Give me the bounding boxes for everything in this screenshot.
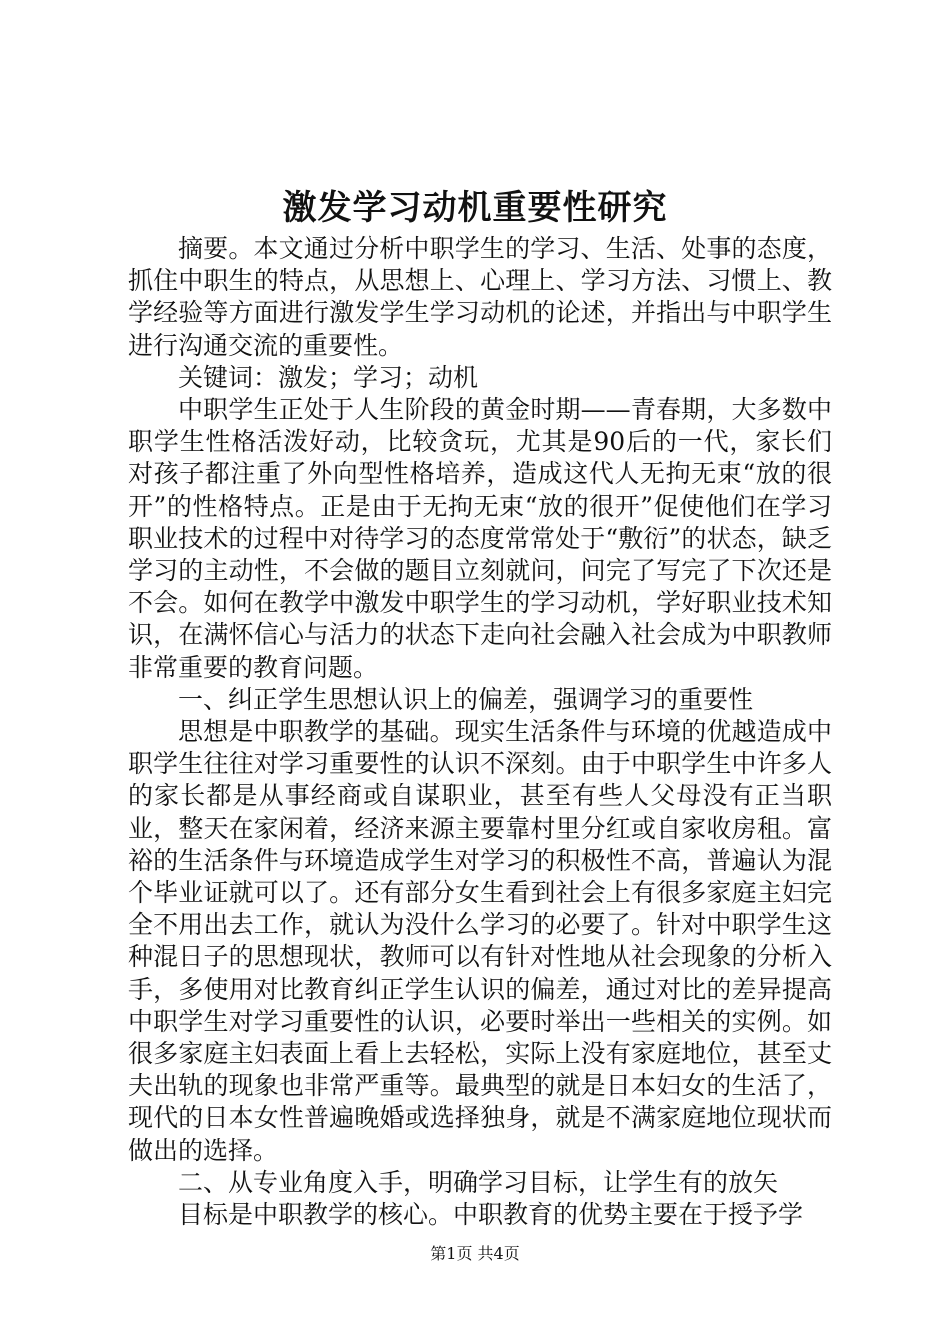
section-heading-1: 一、纠正学生思想认识上的偏差，强调学习的重要性 bbox=[178, 684, 754, 714]
abstract-paragraph: 摘要。本文通过分析中职学生的学习、生活、处事的态度，抓住中职生的特点，从思想上、心理上、学习方法、习惯上、教学经验等方面进行激发学生学习动机的论述，并指出与中职学生进行沟通交流的重要性。 bbox=[128, 234, 832, 360]
intro-paragraph: 中职学生正处于人生阶段的黄金时期——青春期，大多数中职学生性格活泼好动，比较贪玩，尤其是90后的一代，家长们对孩子都注重了外向型性格培养，造成这代人无拘无束“放的很开”的性格特点。正是由于无拘无束“放的很开”促使他们在学习职业技术的过程中对待学习的态度常常处于“敷衍”的状态，缺乏学习的主动性，不会做的题目立刻就问，问完了写完了下次还是不会。如何在教学中激发中职学生的学习动机，学好职业技术知识，在满怀信心与活力的状态下走向社会融入社会成为中职教师非常重要的教育问题。 bbox=[128, 395, 832, 682]
page-footer: 第1页 共4页 bbox=[430, 1244, 520, 1263]
keywords-line: 关键词：激发；学习；动机 bbox=[178, 362, 479, 392]
section-1-paragraph: 思想是中职教学的基础。现实生活条件与环境的优越造成中职学生往往对学习重要性的认识不深刻。由于中职学生中许多人的家长都是从事经商或自谋职业，甚至有些人父母没有正当职业，整天在家闲着，经济来源主要靠村里分红或自家收房租。富裕的生活条件与环境造成学生对学习的积极性不高，普遍认为混个毕业证就可以了。还有部分女生看到社会上有很多家庭主妇完全不用出去工作，就认为没什么学习的必要了。针对中职学生这种混日子的思想现状，教师可以有针对性地从社会现象的分析入手，多使用对比教育纠正学生认识的偏差，通过对比的差异提高中职学生对学习重要性的认识，必要时举出一些相关的实例。如很多家庭主妇表面上看上去轻松，实际上没有家庭地位，甚至丈夫出轨的现象也非常严重等。最典型的就是日本妇女的生活了，现代的日本女性普遍晚婚或选择独身，就是不满家庭地位现状而做出的选择。 bbox=[128, 717, 832, 1165]
document-title: 激发学习动机重要性研究 bbox=[282, 188, 668, 228]
section-heading-2: 二、从专业角度入手，明确学习目标，让学生有的放矢 bbox=[178, 1167, 779, 1197]
document-body bbox=[128, 233, 832, 1231]
section-2-paragraph: 目标是中职教学的核心。中职教育的优势主要在于授予学 bbox=[178, 1200, 804, 1230]
